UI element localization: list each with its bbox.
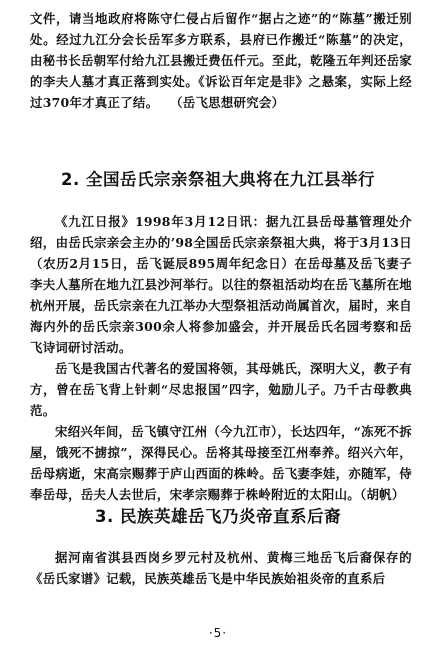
section-3-paragraph-1: 据河南省淇县西岗乡罗元村及杭州、黄梅三地岳飞后裔保存的《岳氏家谱》记载，民族英雄岳飞是中华民族始祖炎帝的直系后	[30, 550, 412, 586]
section-2-paragraph-3: 宋绍兴年间，岳飞镇守江州（今九江市），长达四年，“冻死不拆屋，饿死不掳掠”，深得民心。岳将其母接至江州奉养。绍兴六年，岳母病逝，宋高宗赐葬于庐山西面的株岭。岳飞妻李娃，亦随军，侍奉岳母，岳夫人去世后，宋孝宗赐葬于株岭附近的太阳山。（胡帆）	[30, 424, 412, 502]
section-2-paragraph-1: 《九江日报》1998年3月12日讯：据九江县岳母墓管理处介绍，由岳氏宗亲会主办的’98全国岳氏宗亲祭祖大典，将于3月13日（农历2月15日，岳飞诞辰895周年纪念日）在岳母墓及岳飞妻子李夫人墓所在地九江县沙河举行。以往的祭祖活动均在岳飞墓所在地杭州开展，岳氏宗亲在九江举办大型祭祖活动尚属首次，届时，来自海内外的岳氏宗亲300余人将参加盛会，并开展岳氏名园考察和岳飞诗词研讨活动。	[30, 214, 412, 355]
section-2-heading: 2. 全国岳氏宗亲祭祖大典将在九江县举行	[61, 170, 375, 189]
top-paragraph	[30, 8, 412, 113]
page-number: ·5·	[208, 626, 228, 640]
section-3-heading: 3. 民族英雄岳飞乃炎帝直系后裔	[95, 507, 341, 526]
section-2-paragraph-2: 岳飞是我国古代著名的爱国将领，其母姚氏，深明大义，教子有方，曾在岳飞背上针刺“尽忠报国”四字，勉励儿子。乃千古母教典范。	[30, 361, 412, 418]
top-paragraph-signature: （岳飞思想研究会）	[176, 95, 285, 110]
top-paragraph-text: 文件，请当地政府将陈守仁侵占后留作“据占之迹”的“陈墓”搬迁别处。经过九江分会长岳军多方联系，县府已作搬迁“陈墓”的决定，由秘书长岳朝军付给九江县搬迁费伍仟元。至此，乾隆五年判还岳家的李夫人墓才真正落到实处。《诉讼百年定是非》之悬案，实际上经过370年才真正了结。	[30, 11, 412, 110]
